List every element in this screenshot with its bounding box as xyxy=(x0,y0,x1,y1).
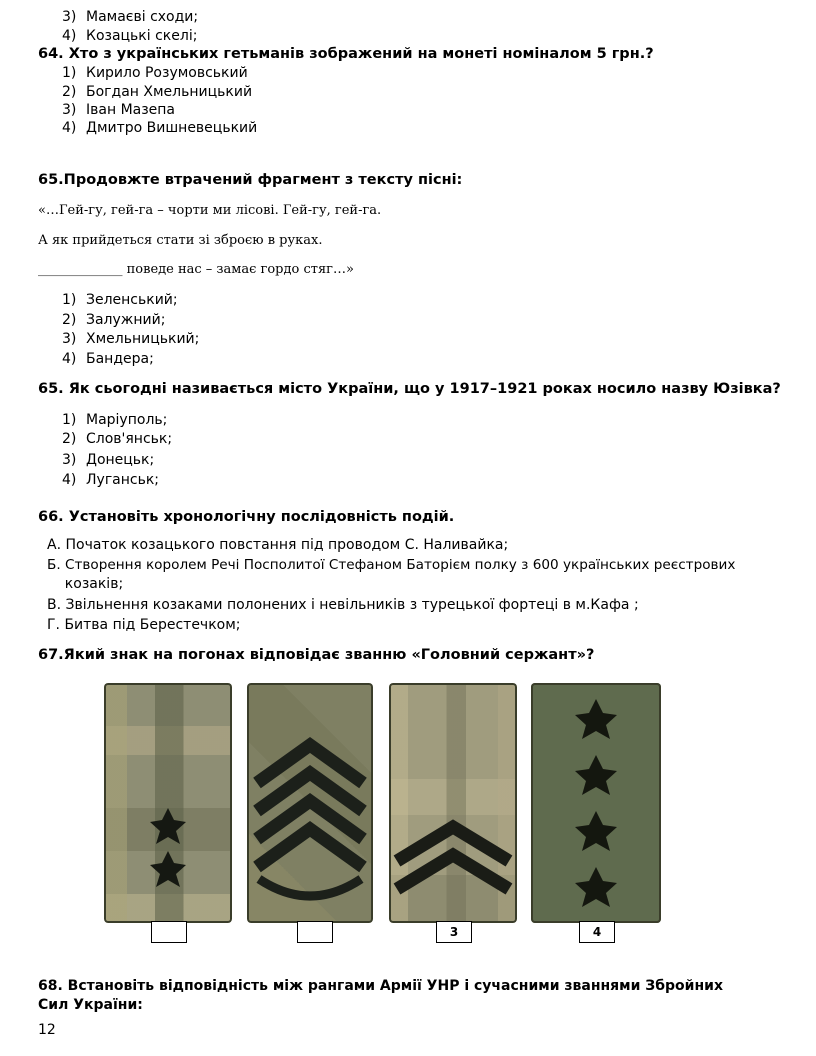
shoulder-strap-3 xyxy=(389,683,517,923)
strap-label-3: 3 xyxy=(436,921,472,943)
list-item: 2) Залужний; xyxy=(62,312,166,328)
question-65b-title: 65. Як сьогодні називається місто України, що у 1917–1921 роках носило назву Юзівка? xyxy=(38,381,781,397)
chevron-icon xyxy=(389,683,517,923)
list-item: 3) Донецьк; xyxy=(62,452,155,468)
list-item: 4) Луганськ; xyxy=(62,472,160,488)
strap-label-1 xyxy=(151,921,187,943)
shoulder-strap-1 xyxy=(104,683,232,923)
shoulder-strap-2 xyxy=(247,683,373,923)
lyric-line: А як прийдеться стати зі зброєю в руках. xyxy=(38,233,323,248)
list-item: 2) Богдан Хмельницький xyxy=(62,84,253,100)
event-item: козаків; xyxy=(47,576,124,592)
list-item: 4) Козацькі скелі; xyxy=(62,28,198,44)
shoulder-strap-4 xyxy=(531,683,661,923)
event-item: Г. Битва під Берестечком; xyxy=(47,617,241,633)
event-item: А. Початок козацького повстання під проводом С. Наливайка; xyxy=(47,537,509,553)
page-number: 12 xyxy=(38,1022,56,1038)
chevron-icon xyxy=(247,683,373,923)
question-65-title: 65.Продовжте втрачений фрагмент з тексту пісні: xyxy=(38,172,463,188)
question-68-title-cont: Сил України: xyxy=(38,997,143,1013)
list-item: 3) Мамаєві сходи; xyxy=(62,9,199,25)
list-item: 1) Маріуполь; xyxy=(62,412,168,428)
list-item: 3) Хмельницький; xyxy=(62,331,200,347)
question-66-title: 66. Установіть хронологічну послідовність подій. xyxy=(38,509,455,525)
question-67-title: 67.Який знак на погонах відповідає званню «Головний сержант»? xyxy=(38,647,595,663)
star-icon xyxy=(104,683,232,923)
list-item: 4) Дмитро Вишневецький xyxy=(62,120,258,136)
list-item: 3) Іван Мазепа xyxy=(62,102,176,118)
list-item: 4) Бандера; xyxy=(62,351,154,367)
list-item: 2) Слов'янськ; xyxy=(62,431,173,447)
question-64-title: 64. Хто з українських гетьманів зображений на монеті номіналом 5 грн.? xyxy=(38,46,654,62)
strap-label-2 xyxy=(297,921,333,943)
list-item: 1) Зеленський; xyxy=(62,292,178,308)
lyric-line: «…Гей-гу, гей-га – чорти ми лісові. Гей-гу, гей-га. xyxy=(38,203,382,218)
event-item: В. Звільнення козаками полонених і невільників з турецької фортеці в м.Кафа ; xyxy=(47,597,639,613)
star-icon xyxy=(531,683,661,923)
list-item: 1) Кирило Розумовський xyxy=(62,65,248,81)
strap-label-4: 4 xyxy=(579,921,615,943)
event-item: Б. Створення королем Речі Посполитої Стефаном Баторієм полку з 600 українських реєстрових xyxy=(47,557,736,573)
lyric-line: _____________ поведе нас – замає гордо стяг…» xyxy=(38,262,354,277)
question-68-title: 68. Встановіть відповідність між рангами Армії УНР і сучасними званнями Збройних xyxy=(38,978,723,994)
